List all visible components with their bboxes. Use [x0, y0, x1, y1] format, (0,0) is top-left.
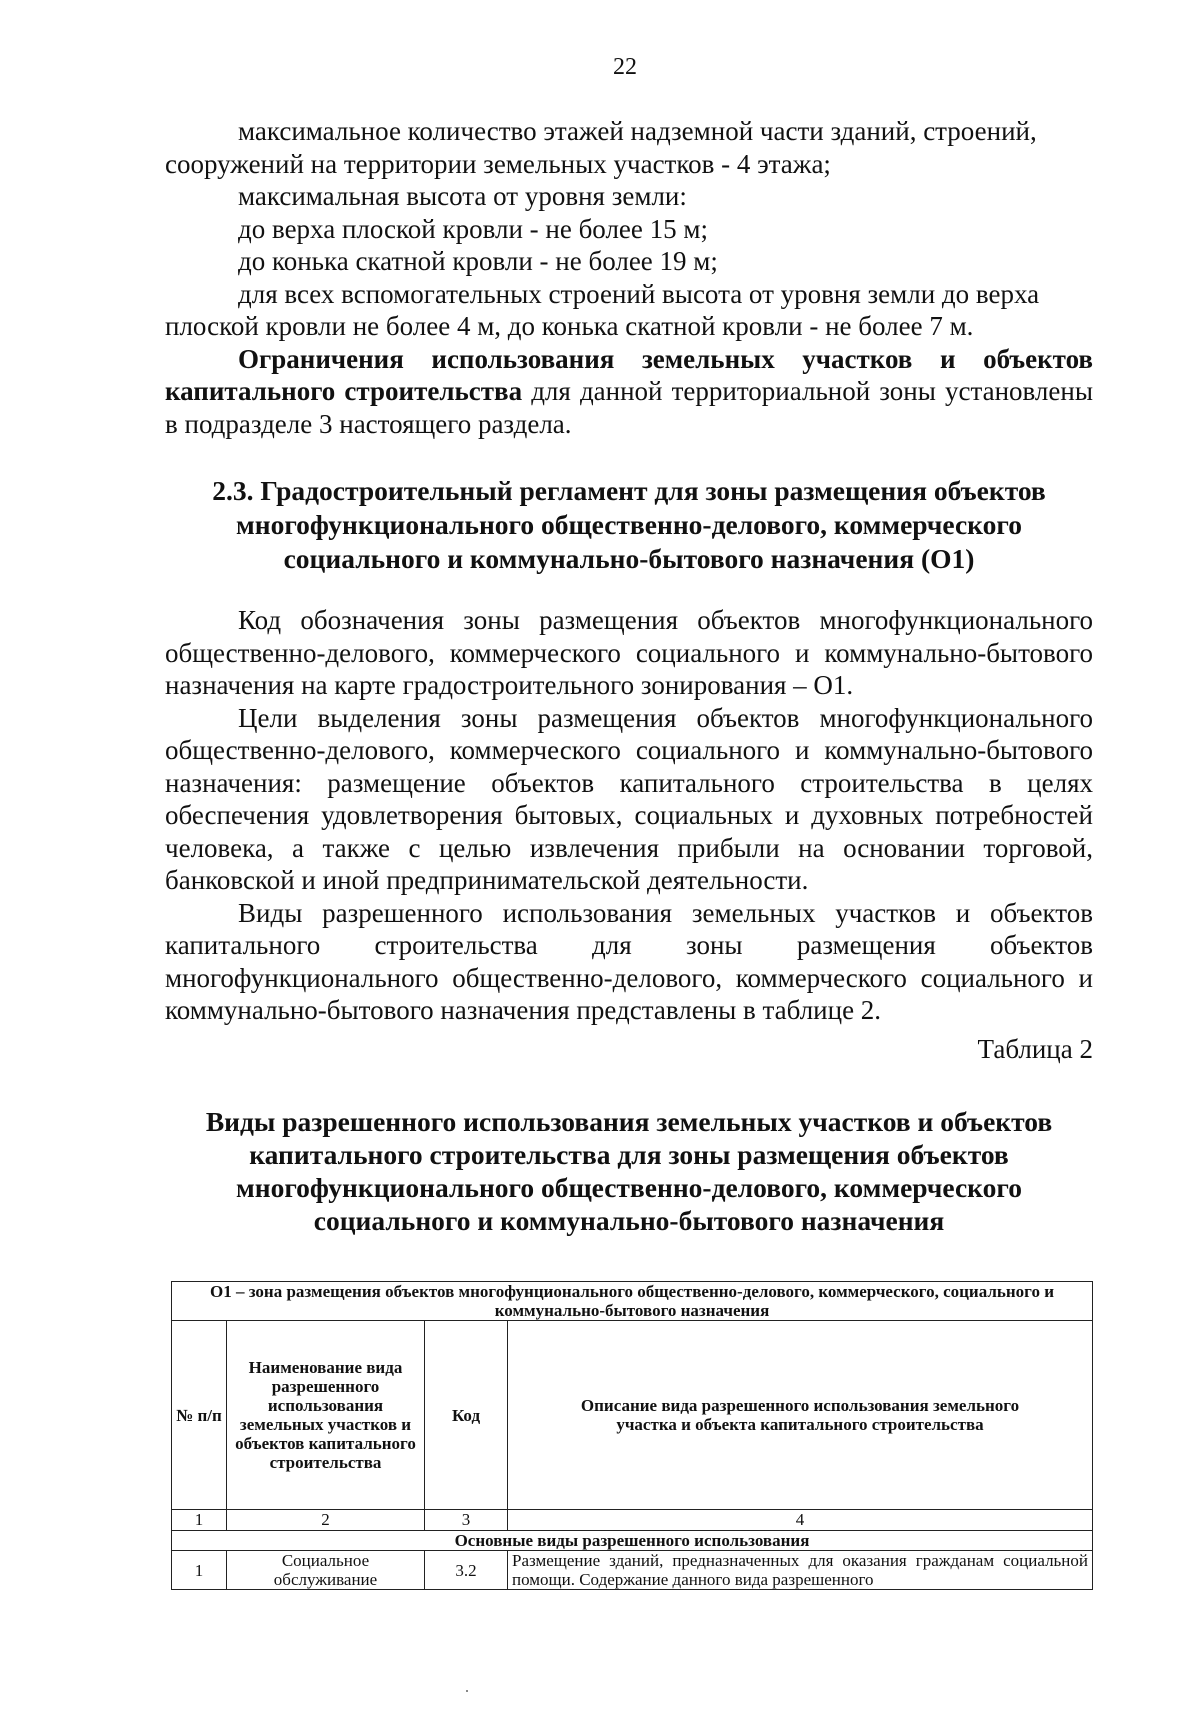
usage-types-table	[171, 1281, 1093, 1590]
table-column-numbers-row	[172, 1510, 1093, 1531]
table-title-line4: социального и коммунально-бытового назначения	[313, 1205, 945, 1236]
column-number: 4	[508, 1510, 1093, 1531]
page-number: 22	[613, 54, 637, 80]
table-row	[172, 1551, 1093, 1590]
document-body	[165, 115, 1093, 1237]
header-description: Описание вида разрешенного использования земельного участка и объекта капитального строительства	[508, 1321, 1093, 1510]
column-number: 2	[227, 1510, 425, 1531]
row-code: 3.2	[425, 1551, 508, 1590]
section-heading-line3: социального и коммунально-бытового назначения (О1)	[283, 543, 975, 574]
paragraph-floors-line1: максимальное количество этажей надземной части зданий, строений,	[238, 116, 1037, 146]
scan-artifact	[466, 1690, 468, 1692]
paragraph-usage-types: Виды разрешенного использования земельных участков и объектов капитального строительства для зоны размещения объектов многофункционального общественно-делового, коммерческого социального и коммунально-бытового назначения представлены в таблице 2.	[165, 897, 1093, 1025]
row-name: Социальное обслуживание	[227, 1551, 425, 1590]
header-code: Код	[425, 1321, 508, 1510]
table-title-line1: Виды разрешенного использования земельных участков и объектов	[205, 1106, 1053, 1137]
table-title-line2: капитального строительства для зоны размещения объектов	[249, 1139, 1009, 1170]
column-number: 1	[172, 1510, 227, 1531]
table-group-header: Основные виды разрешенного использования	[172, 1531, 1093, 1551]
table-title	[165, 1105, 1093, 1237]
header-name: Наименование вида разрешенного использования земельных участков и объектов капитального строительства	[227, 1321, 425, 1510]
restrictions-rest-text: для данной территориальной зоны установлены в подразделе 3 настоящего раздела.	[165, 376, 1093, 439]
row-num: 1	[172, 1551, 227, 1590]
table-label: Таблица 2	[977, 1033, 1093, 1064]
section-heading	[165, 474, 1093, 576]
table-zone-header-row	[172, 1282, 1093, 1321]
table-title-line3: многофункционального общественно-делового, коммерческого	[236, 1172, 1022, 1203]
paragraph-auxiliary-line1: для всех вспомогательных строений высота от уровня земли до верха	[238, 278, 1040, 309]
header-num: № п/п	[172, 1321, 227, 1510]
paragraph-max-height: максимальная высота от уровня земли:	[238, 181, 687, 211]
section-heading-line1: 2.3. Градостроительный регламент для зоны размещения объектов	[212, 475, 1046, 506]
table-zone-header: О1 – зона размещения объектов многофунционального общественно-делового, коммерческого, социального и коммунально-бытового назначения	[172, 1282, 1093, 1321]
row-description: Размещение зданий, предназначенных для оказания гражданам социальной помощи. Содержание данного вида разрешенного	[508, 1551, 1093, 1590]
section-heading-line2: многофункционального общественно-делового, коммерческого	[236, 509, 1022, 540]
paragraph-pitched-roof: до конька скатной кровли - не более 19 м;	[238, 246, 718, 276]
paragraph-restrictions	[165, 343, 1093, 441]
paragraph-flat-roof: до верха плоской кровли - не более 15 м;	[238, 213, 708, 244]
column-number: 3	[425, 1510, 508, 1531]
restrictions-bold-text: Ограничения использования земельных участков и объектов капитального строительства	[165, 343, 1093, 406]
paragraph-auxiliary-line2: плоской кровли не более 4 м, до конька скатной кровли - не более 7 м.	[165, 311, 974, 341]
table-group-row	[172, 1531, 1093, 1551]
paragraph-floors-line2: сооружений на территории земельных участков - 4 этажа;	[165, 148, 831, 179]
paragraph-zone-code: Код обозначения зоны размещения объектов многофункционального общественно-делового, коммерческого социального и коммунально-бытового назначения на карте градостроительного зонирования – О1.	[165, 605, 1093, 700]
paragraph-zone-goals: Цели выделения зоны размещения объектов многофункционального общественно-делового, коммерческого социального и коммунально-бытового назначения: размещение объектов капитального строительства в целях обеспечения удовлетворения бытовых, социальных и духовных потребностей человека, а также с целью извлечения прибыли на основании торговой, банковской и иной предпринимательской деятельности.	[165, 702, 1093, 895]
table-header-row	[172, 1321, 1093, 1510]
